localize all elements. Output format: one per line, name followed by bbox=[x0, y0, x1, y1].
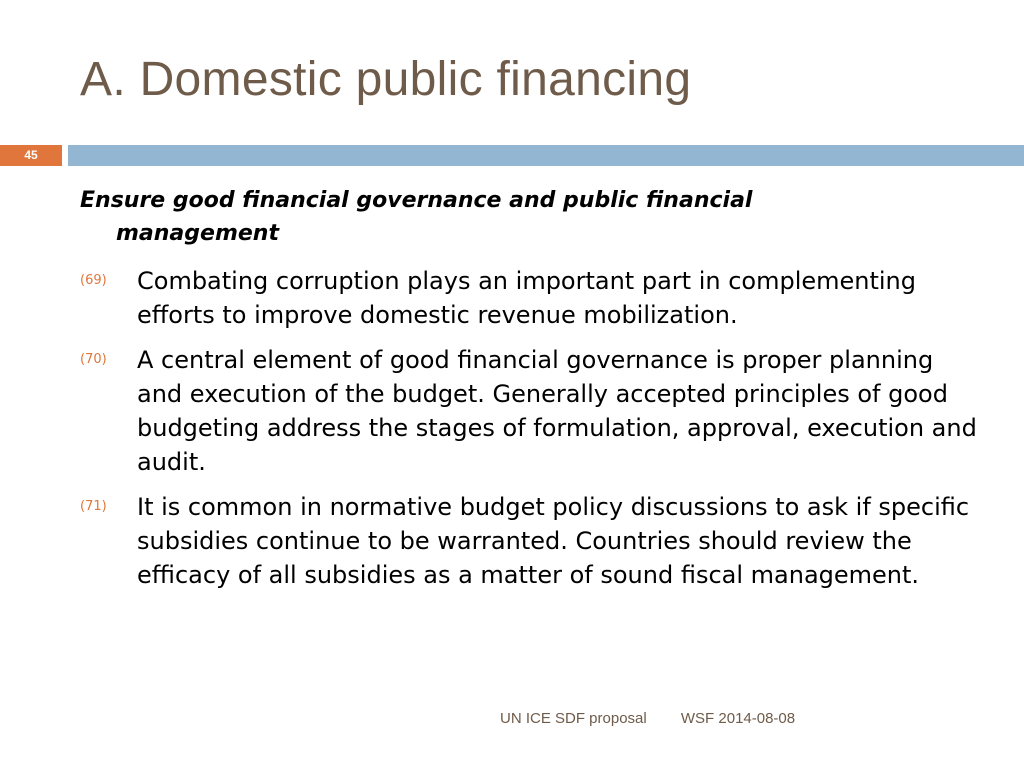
paragraph-item bbox=[80, 264, 980, 332]
paragraph-text: It is common in normative budget policy discussions to ask if specific subsidies continue to be warranted. Countries should review the efficacy of all subsidies as a matter of sound fiscal management. bbox=[137, 493, 970, 589]
paragraph-text: Combating corruption plays an important part in complementing efforts to improve domestic revenue mobilization. bbox=[137, 267, 917, 329]
slide-number: 45 bbox=[0, 145, 62, 166]
paragraph-text: A central element of good financial governance is proper planning and execution of the budget. Generally accepted principles of good budgeting address the stages of formulation, approval, execution and audit. bbox=[137, 346, 977, 476]
footer bbox=[500, 710, 795, 727]
section-subheading: Ensure good financial governance and public financial management bbox=[80, 188, 753, 246]
paragraph-item bbox=[80, 490, 980, 592]
header-bar bbox=[68, 145, 1024, 166]
paragraph-item bbox=[80, 343, 980, 479]
footer-event: WSF 2014-08-08 bbox=[680, 710, 796, 727]
paragraph-number: (71) bbox=[80, 499, 107, 514]
slide-title: A. Domestic public financing bbox=[80, 53, 692, 106]
footer-source: UN ICE SDF proposal bbox=[500, 710, 647, 727]
paragraph-number: (69) bbox=[80, 273, 107, 288]
paragraph-list bbox=[80, 264, 980, 603]
paragraph-number: (70) bbox=[80, 352, 107, 367]
